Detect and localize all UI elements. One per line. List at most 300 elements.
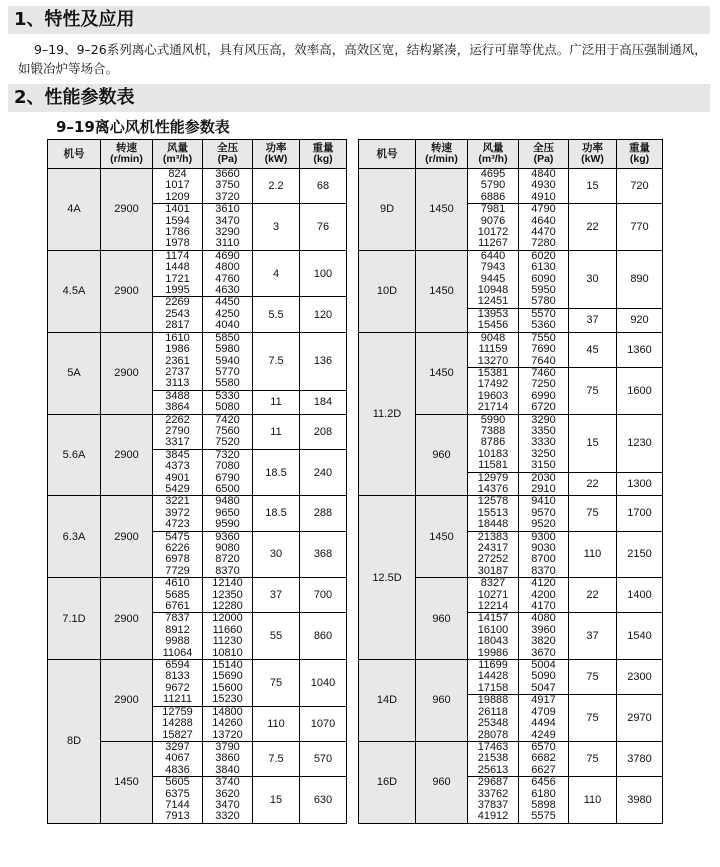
- flow-cell: [153, 578, 203, 613]
- table-row: [48, 169, 347, 204]
- pressure-value: 9590: [215, 518, 240, 531]
- flow-cell: [468, 472, 519, 496]
- speed-cell: [101, 660, 153, 742]
- pressure-cell: [203, 777, 253, 824]
- weight-cell: [617, 169, 663, 204]
- flow-cell: [468, 308, 519, 332]
- pressure-cell: [519, 169, 569, 204]
- header-speed-unit: (r/min): [110, 153, 143, 165]
- pressure-value: 7420: [215, 413, 240, 426]
- weight-cell: [617, 250, 663, 308]
- weight-value: 2150: [627, 548, 652, 561]
- pressure-value: 10810: [212, 646, 243, 659]
- power-value: 30: [269, 548, 283, 561]
- pressure-value: 4249: [531, 728, 556, 741]
- header-pressure-label: 全压: [533, 142, 554, 154]
- pressure-value: 4690: [215, 249, 240, 262]
- weight-cell: [300, 613, 347, 660]
- power-value: 11: [270, 425, 282, 438]
- power-value: 11: [270, 396, 282, 409]
- speed-cell: [101, 332, 153, 414]
- flow-value: 41912: [477, 810, 509, 823]
- pressure-cell: [519, 414, 569, 472]
- weight-value: 570: [313, 753, 333, 766]
- flow-cell: [153, 706, 203, 741]
- pressure-cell: [203, 741, 253, 776]
- pressure-value: 4120: [531, 577, 556, 590]
- pressure-value: 6627: [531, 763, 556, 776]
- header-speed: [101, 140, 153, 169]
- pressure-value: 4640: [531, 214, 556, 227]
- model-value: 5.6A: [62, 448, 86, 461]
- performance-table-left: [47, 139, 347, 824]
- pressure-value: 4170: [531, 600, 556, 613]
- power-cell: [569, 660, 617, 695]
- pressure-value: 3790: [215, 740, 240, 753]
- flow-value: 6594: [165, 659, 190, 672]
- flow-value: 19986: [477, 646, 509, 659]
- flow-value: 9988: [165, 635, 190, 648]
- flow-value: 11064: [162, 646, 193, 659]
- power-cell: [569, 250, 617, 308]
- power-cell: [253, 613, 300, 660]
- pressure-cell: [203, 169, 253, 204]
- power-value: 75: [586, 753, 599, 766]
- flow-cell: [468, 367, 519, 414]
- speed-value: 1450: [429, 530, 454, 543]
- power-cell: [569, 308, 617, 332]
- flow-value: 7981: [480, 203, 506, 216]
- flow-value: 15456: [477, 319, 509, 332]
- model-cell: [48, 660, 101, 824]
- header-speed-unit: (r/min): [425, 153, 458, 165]
- flow-cell: [153, 741, 203, 776]
- weight-cell: [617, 741, 663, 776]
- flow-value: 1017: [165, 179, 190, 192]
- speed-value: 960: [432, 694, 451, 707]
- model-value: 14D: [376, 694, 398, 707]
- flow-value: 11159: [478, 343, 508, 356]
- flow-cell: [468, 578, 519, 613]
- speed-value: 960: [432, 776, 451, 789]
- pressure-cell: [203, 531, 253, 578]
- flow-value: 10271: [477, 588, 509, 601]
- header-weight-unit: (kg): [313, 153, 333, 165]
- flow-value: 1209: [165, 190, 190, 203]
- table-row: [48, 496, 347, 531]
- flow-value: 19888: [477, 694, 509, 707]
- pressure-value: 6180: [531, 787, 556, 800]
- section-1-title: 1、特性及应用: [8, 6, 710, 34]
- flow-value: 17463: [477, 740, 509, 753]
- table-row: [359, 741, 663, 776]
- weight-value: 1700: [627, 507, 652, 520]
- header-model: [48, 140, 101, 169]
- header-flow-unit: (m³/h): [162, 153, 193, 165]
- pressure-value: 5330: [215, 389, 240, 402]
- model-cell: [359, 169, 416, 251]
- pressure-value: 9080: [215, 542, 240, 554]
- weight-cell: [300, 777, 347, 824]
- pressure-cell: [203, 613, 253, 660]
- pressure-cell: [203, 204, 253, 251]
- flow-value: 1610: [165, 331, 190, 344]
- pressure-value: 9520: [531, 518, 556, 531]
- pressure-value: 15140: [212, 659, 243, 672]
- pressure-cell: [519, 308, 569, 332]
- pressure-value: 5980: [215, 343, 240, 356]
- pressure-value: 11230: [212, 635, 243, 648]
- pressure-value: 9570: [531, 506, 556, 519]
- pressure-cell: [203, 496, 253, 531]
- header-model: [359, 140, 416, 169]
- pressure-value: 15600: [212, 681, 243, 694]
- header-power: [569, 140, 617, 169]
- pressure-value: 3470: [215, 798, 240, 811]
- flow-value: 21714: [477, 401, 509, 414]
- section-1-paragraph: 9–19、9–26系列离心式通风机，具有风压高，效率高，高效区宽，结构紧凑，运行可靠等优点。广泛用于高压强制通风，如锻冶炉等场合。: [18, 42, 707, 76]
- flow-value: 9076: [480, 214, 506, 227]
- weight-cell: [617, 660, 663, 695]
- flow-value: 8912: [165, 623, 190, 636]
- pressure-value: 5580: [215, 377, 240, 390]
- pressure-value: 4040: [215, 319, 240, 332]
- flow-value: 4723: [165, 518, 190, 531]
- power-cell: [253, 297, 300, 332]
- pressure-value: 6570: [531, 740, 556, 753]
- speed-value: 1450: [429, 285, 454, 298]
- pressure-value: 7550: [531, 331, 556, 344]
- power-value: 55: [269, 630, 283, 643]
- pressure-value: 6456: [531, 776, 556, 789]
- weight-cell: [300, 414, 347, 449]
- flow-value: 2790: [165, 424, 190, 437]
- weight-cell: [617, 414, 663, 472]
- flow-cell: [468, 496, 519, 531]
- flow-value: 15827: [162, 728, 193, 741]
- speed-value: 2900: [114, 530, 139, 543]
- header-pressure: [519, 140, 569, 169]
- pressure-value: 5898: [531, 798, 556, 811]
- flow-value: 8327: [480, 577, 506, 590]
- pressure-cell: [203, 449, 253, 496]
- flow-value: 21538: [477, 752, 509, 765]
- flow-value: 9048: [480, 331, 506, 344]
- speed-cell: [101, 578, 153, 660]
- flow-value: 13270: [477, 354, 509, 367]
- flow-value: 5475: [165, 530, 190, 543]
- power-value: 37: [269, 589, 283, 602]
- weight-value: 136: [313, 355, 333, 368]
- flow-value: 18043: [477, 635, 509, 648]
- table-body: [48, 169, 347, 824]
- weight-cell: [300, 204, 347, 251]
- flow-value: 5990: [480, 413, 506, 426]
- flow-value: 18448: [477, 518, 509, 531]
- model-value: 5A: [67, 367, 81, 380]
- pressure-value: 4250: [215, 307, 240, 320]
- power-cell: [253, 496, 300, 531]
- flow-value: 3488: [165, 389, 190, 402]
- power-cell: [253, 706, 300, 741]
- weight-cell: [617, 578, 663, 613]
- flow-value: 4373: [165, 460, 190, 473]
- pressure-value: 3290: [215, 226, 240, 239]
- flow-cell: [153, 204, 203, 251]
- pressure-value: 3330: [531, 436, 556, 449]
- weight-value: 100: [313, 267, 333, 280]
- flow-value: 17492: [477, 378, 509, 391]
- power-value: 3: [272, 221, 280, 234]
- flow-value: 10183: [477, 447, 509, 460]
- pressure-value: 5770: [215, 365, 240, 378]
- model-value: 8D: [66, 735, 82, 748]
- power-value: 7.5: [268, 753, 284, 766]
- pressure-cell: [519, 367, 569, 414]
- power-value: 4: [272, 267, 280, 280]
- speed-cell: [416, 660, 468, 742]
- header-weight: [300, 140, 347, 169]
- flow-cell: [468, 250, 519, 308]
- weight-value: 1360: [627, 343, 652, 356]
- pressure-value: 12280: [212, 600, 243, 613]
- weight-value: 3980: [627, 793, 652, 806]
- pressure-cell: [519, 332, 569, 367]
- power-cell: [569, 414, 617, 472]
- pressure-value: 3620: [215, 787, 240, 800]
- model-value: 11.2D: [372, 408, 402, 421]
- model-value: 4.5A: [62, 285, 86, 298]
- speed-value: 1450: [429, 203, 454, 216]
- pressure-value: 3820: [531, 635, 556, 648]
- pressure-value: 6020: [531, 249, 556, 262]
- flow-cell: [153, 169, 203, 204]
- pressure-cell: [203, 660, 253, 707]
- model-cell: [359, 741, 416, 823]
- pressure-value: 7250: [531, 378, 556, 391]
- power-value: 110: [267, 717, 285, 730]
- table-row: [359, 496, 663, 531]
- pressure-value: 4709: [531, 705, 556, 718]
- model-cell: [48, 578, 101, 660]
- header-flow: [153, 140, 203, 169]
- flow-value: 29687: [477, 776, 509, 789]
- power-cell: [253, 777, 300, 824]
- pressure-value: 5080: [215, 401, 240, 414]
- weight-cell: [617, 204, 663, 251]
- pressure-value: 8370: [531, 564, 556, 577]
- model-cell: [48, 414, 101, 496]
- pressure-value: 12140: [212, 577, 243, 590]
- pressure-cell: [203, 414, 253, 449]
- header-power-label: 功率: [582, 142, 603, 154]
- speed-value: 2900: [114, 448, 139, 461]
- weight-cell: [300, 741, 347, 776]
- pressure-value: 5780: [531, 295, 556, 308]
- model-cell: [48, 250, 101, 332]
- weight-value: 208: [313, 425, 333, 438]
- weight-cell: [300, 169, 347, 204]
- flow-value: 6440: [480, 249, 506, 262]
- pressure-cell: [203, 297, 253, 332]
- power-value: 110: [583, 793, 602, 806]
- power-value: 15: [586, 437, 599, 450]
- pressure-value: 5004: [531, 659, 556, 672]
- power-cell: [569, 777, 617, 824]
- speed-value: 2900: [114, 612, 139, 625]
- flow-value: 14428: [477, 670, 509, 683]
- flow-value: 4901: [165, 471, 190, 484]
- weight-cell: [300, 496, 347, 531]
- flow-cell: [468, 531, 519, 578]
- pressure-cell: [519, 613, 569, 660]
- power-cell: [253, 531, 300, 578]
- pressure-value: 9300: [531, 530, 556, 543]
- flow-value: 4610: [165, 577, 190, 590]
- flow-value: 16100: [477, 623, 509, 636]
- weight-value: 700: [313, 589, 333, 602]
- model-cell: [48, 169, 101, 251]
- pressure-value: 6090: [531, 272, 556, 285]
- flow-value: 7837: [165, 612, 190, 625]
- power-cell: [569, 578, 617, 613]
- flow-value: 25348: [477, 717, 509, 730]
- power-cell: [569, 496, 617, 531]
- pressure-value: 3290: [531, 413, 556, 426]
- weight-cell: [300, 531, 347, 578]
- speed-cell: [416, 414, 468, 496]
- flow-value: 6978: [165, 553, 190, 566]
- pressure-value: 12350: [212, 588, 243, 601]
- header-pressure: [203, 140, 253, 169]
- weight-cell: [617, 695, 663, 742]
- weight-value: 890: [630, 273, 649, 286]
- power-cell: [569, 332, 617, 367]
- weight-value: 3780: [627, 753, 652, 766]
- power-value: 18.5: [265, 466, 287, 479]
- model-value: 10D: [376, 285, 398, 298]
- flow-cell: [153, 390, 203, 414]
- flow-value: 11581: [478, 459, 508, 472]
- pressure-value: 3250: [531, 447, 556, 460]
- flow-value: 4836: [165, 763, 190, 776]
- speed-cell: [416, 578, 468, 660]
- table-row: [48, 660, 347, 707]
- power-value: 22: [586, 589, 599, 602]
- pressure-cell: [203, 332, 253, 390]
- pressure-value: 9360: [215, 530, 240, 543]
- weight-value: 2300: [627, 671, 652, 684]
- speed-cell: [416, 332, 468, 414]
- pressure-cell: [519, 578, 569, 613]
- pressure-value: 14800: [212, 705, 243, 718]
- power-cell: [569, 613, 617, 660]
- flow-value: 3864: [165, 401, 190, 414]
- pressure-cell: [519, 204, 569, 251]
- pressure-value: 4450: [215, 296, 240, 309]
- power-value: 22: [586, 477, 599, 490]
- power-value: 2.2: [268, 180, 284, 193]
- pressure-value: 4080: [531, 612, 556, 625]
- pressure-value: 6990: [531, 389, 556, 402]
- weight-cell: [300, 449, 347, 496]
- header-model-label: 机号: [63, 147, 85, 160]
- pressure-cell: [203, 578, 253, 613]
- pressure-value: 5575: [531, 810, 556, 823]
- power-value: 22: [586, 221, 599, 234]
- pressure-value: 5090: [531, 670, 556, 683]
- header-weight-label: 重量: [629, 142, 650, 154]
- pressure-value: 5360: [531, 319, 556, 332]
- power-value: 75: [586, 671, 599, 684]
- power-cell: [253, 449, 300, 496]
- pressure-value: 6500: [215, 482, 240, 495]
- power-value: 75: [586, 507, 599, 520]
- header-power-unit: (kW): [264, 153, 288, 165]
- pressure-value: 9030: [531, 542, 556, 554]
- pressure-cell: [203, 250, 253, 297]
- pressure-value: 7080: [215, 460, 240, 473]
- pressure-value: 4760: [215, 272, 240, 285]
- flow-cell: [468, 204, 519, 251]
- header-flow-label: 风量: [167, 142, 188, 154]
- speed-cell: [101, 169, 153, 251]
- power-cell: [253, 660, 300, 707]
- speed-value: 960: [432, 448, 451, 461]
- weight-value: 184: [313, 396, 333, 409]
- pressure-value: 7560: [215, 424, 240, 437]
- weight-value: 1540: [627, 630, 652, 643]
- pressure-cell: [519, 695, 569, 742]
- pressure-cell: [519, 777, 569, 824]
- model-value: 9D: [379, 203, 395, 216]
- flow-value: 7144: [165, 798, 190, 811]
- speed-cell: [416, 741, 468, 823]
- power-cell: [569, 204, 617, 251]
- pressure-value: 3750: [215, 179, 240, 192]
- speed-value: 1450: [429, 367, 454, 380]
- flow-value: 25613: [477, 763, 509, 776]
- header-pressure-unit: (Pa): [217, 153, 238, 165]
- flow-value: 3221: [165, 495, 190, 508]
- power-value: 15: [586, 180, 599, 193]
- power-cell: [253, 169, 300, 204]
- pressure-value: 5047: [531, 681, 556, 694]
- flow-value: 9445: [480, 272, 506, 285]
- pressure-value: 8720: [215, 553, 240, 566]
- pressure-cell: [519, 531, 569, 578]
- pressure-value: 4200: [531, 588, 556, 601]
- flow-value: 3972: [165, 506, 190, 519]
- flow-value: 824: [168, 168, 187, 180]
- weight-value: 1300: [627, 477, 652, 490]
- table-row: [48, 250, 347, 297]
- power-value: 110: [583, 548, 602, 561]
- pressure-value: 4790: [531, 203, 556, 216]
- pressure-value: 4630: [215, 284, 240, 297]
- model-cell: [48, 332, 101, 414]
- power-value: 5.5: [268, 308, 284, 321]
- speed-value: 2900: [114, 285, 139, 298]
- header-flow: [468, 140, 519, 169]
- weight-value: 770: [630, 221, 649, 234]
- pressure-value: 12000: [212, 612, 243, 625]
- weight-cell: [617, 496, 663, 531]
- speed-cell: [101, 414, 153, 496]
- speed-cell: [416, 169, 468, 251]
- speed-cell: [101, 741, 153, 823]
- pressure-value: 3720: [215, 190, 240, 203]
